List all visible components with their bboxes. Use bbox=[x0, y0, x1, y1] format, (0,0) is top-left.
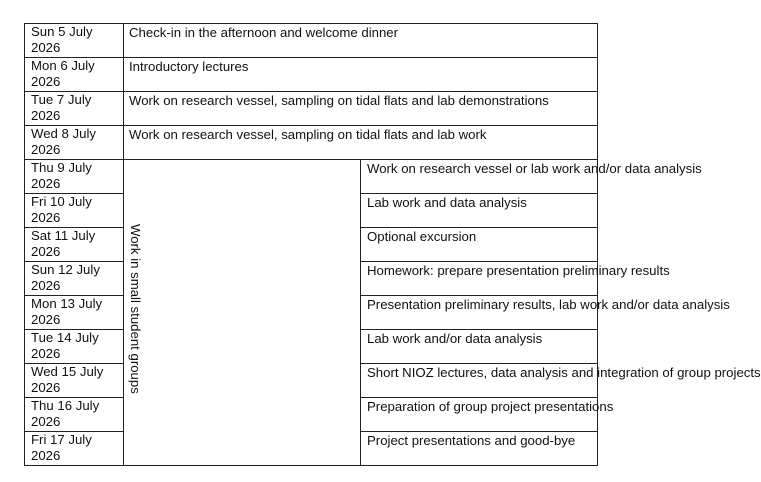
activity-cell: Lab work and/or data analysis bbox=[361, 330, 598, 364]
schedule-table bbox=[24, 23, 761, 466]
date-text: Mon 13 July 2026 bbox=[31, 296, 103, 327]
activity-cell: Check-in in the afternoon and welcome dinner bbox=[124, 24, 598, 58]
table-row bbox=[25, 126, 598, 160]
date-cell bbox=[25, 262, 124, 296]
group-label-cell bbox=[124, 160, 361, 466]
activity-cell: Work on research vessel or lab work and/or data analysis bbox=[361, 160, 598, 194]
date-text: Sat 11 July 2026 bbox=[31, 228, 96, 259]
group-label-wrapper bbox=[124, 160, 148, 465]
activity-cell: Preparation of group project presentations bbox=[361, 398, 598, 432]
date-text: Tue 14 July 2026 bbox=[31, 330, 99, 361]
date-cell bbox=[25, 160, 124, 194]
activity-cell: Work on research vessel, sampling on tidal flats and lab demonstrations bbox=[124, 92, 598, 126]
activity-cell: Presentation preliminary results, lab work and/or data analysis bbox=[361, 296, 598, 330]
activity-cell: Project presentations and good-bye bbox=[361, 432, 598, 466]
date-cell bbox=[25, 92, 124, 126]
date-cell bbox=[25, 398, 124, 432]
date-cell bbox=[25, 194, 124, 228]
date-text: Thu 16 July 2026 bbox=[31, 398, 100, 429]
date-cell bbox=[25, 296, 124, 330]
date-cell bbox=[25, 228, 124, 262]
date-text: Sun 5 July 2026 bbox=[31, 24, 93, 55]
date-text: Sun 12 July 2026 bbox=[31, 262, 100, 293]
date-cell bbox=[25, 24, 124, 58]
activity-cell: Introductory lectures bbox=[124, 58, 598, 92]
activity-cell: Short NIOZ lectures, data analysis and integration of group projects bbox=[361, 364, 598, 398]
date-text: Fri 17 July 2026 bbox=[31, 432, 92, 463]
date-text: Mon 6 July 2026 bbox=[31, 58, 95, 89]
date-cell bbox=[25, 58, 124, 92]
table-row bbox=[25, 58, 598, 92]
date-cell bbox=[25, 330, 124, 364]
date-cell bbox=[25, 432, 124, 466]
date-text: Wed 8 July 2026 bbox=[31, 126, 96, 157]
date-text: Fri 10 July 2026 bbox=[31, 194, 92, 225]
date-text: Wed 15 July 2026 bbox=[31, 364, 104, 395]
date-cell bbox=[25, 126, 124, 160]
table-row bbox=[25, 92, 598, 126]
date-text: Thu 9 July 2026 bbox=[31, 160, 92, 191]
activity-cell: Work on research vessel, sampling on tidal flats and lab work bbox=[124, 126, 598, 160]
activity-cell: Lab work and data analysis bbox=[361, 194, 598, 228]
date-cell bbox=[25, 364, 124, 398]
activity-cell: Optional excursion bbox=[361, 228, 598, 262]
table-row bbox=[25, 160, 598, 194]
group-label: Work in small student groups bbox=[128, 224, 143, 394]
date-text: Tue 7 July 2026 bbox=[31, 92, 92, 123]
activity-cell: Homework: prepare presentation preliminary results bbox=[361, 262, 598, 296]
table-row bbox=[25, 24, 598, 58]
